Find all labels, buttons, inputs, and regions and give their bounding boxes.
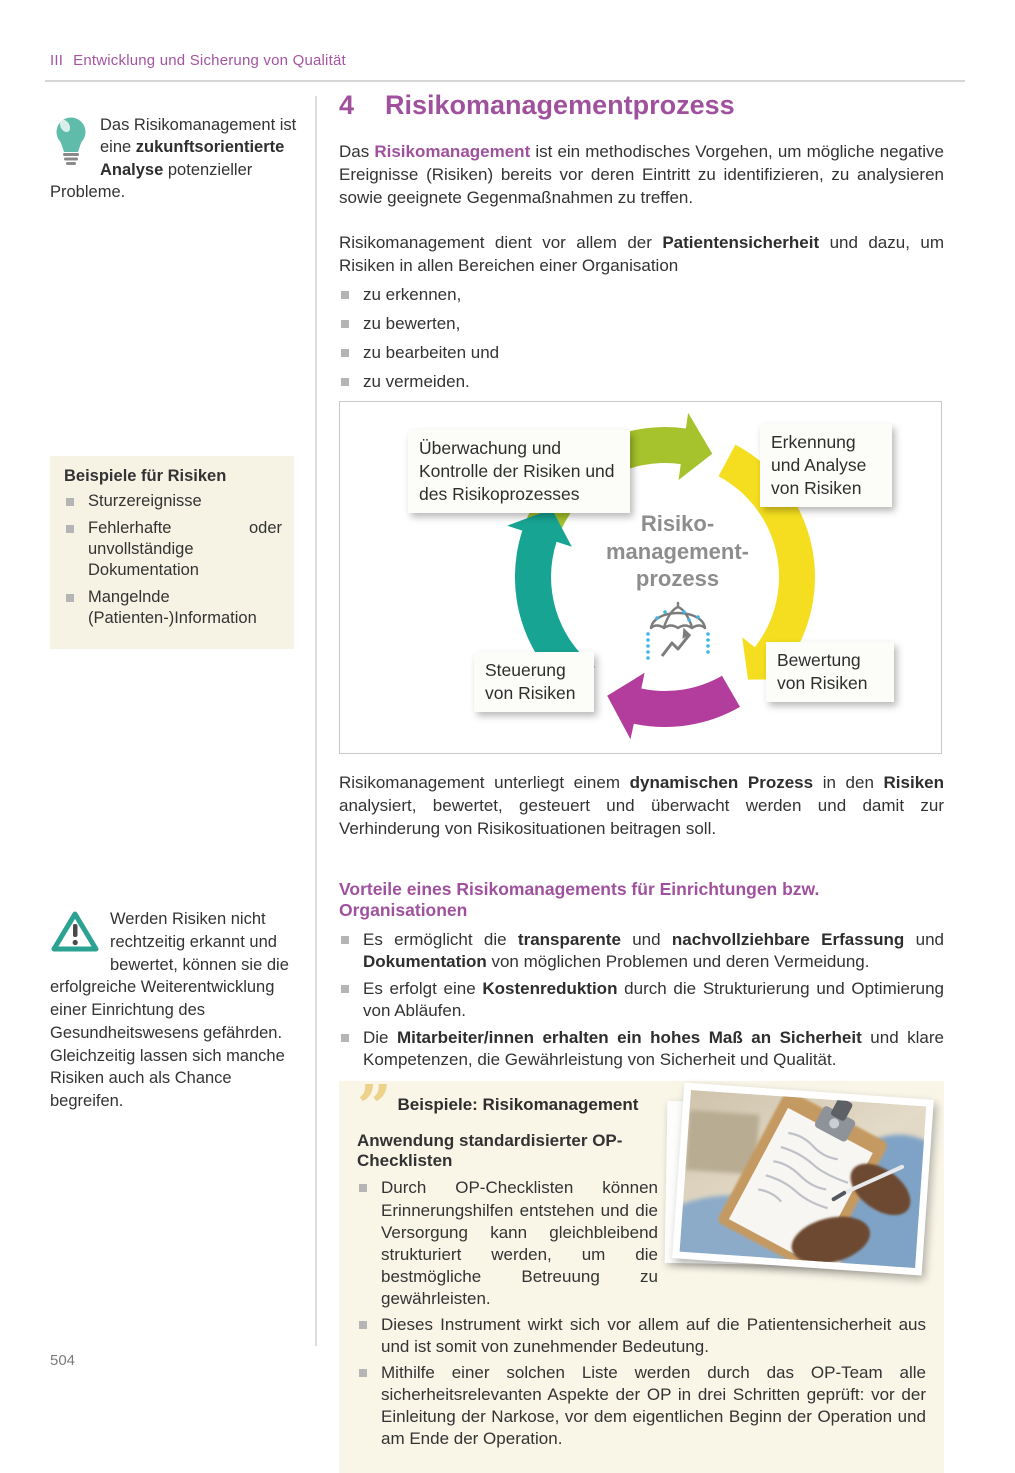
- text-run: und dazu, um Risiken in allen Bereichen einer Organisation: [339, 232, 944, 275]
- risk-examples-box: [50, 456, 294, 649]
- center-line: Risiko-: [640, 511, 715, 537]
- margin-note-tip: [50, 114, 300, 203]
- umbrella-rain-trend-arrow-icon: [640, 598, 716, 664]
- examples-heading: Beispiele: Risikomanagement: [397, 1095, 639, 1115]
- column-divider: [315, 96, 317, 1346]
- chapter-title-text: Risikomanagementprozess: [385, 90, 735, 120]
- double-quote-icon: ”: [357, 1073, 388, 1144]
- text-run: in den: [813, 773, 884, 793]
- header-rule: [45, 80, 965, 82]
- advantages-heading: Vorteile eines Risikomanagements für Einrichtungen bzw. Organisationen: [339, 878, 820, 920]
- text-run: Die: [363, 1028, 398, 1048]
- list-item: Durch OP-Checklisten können Erinnerungshilfen entstehen und die Versorgung kann gleichbleibend strukturiert werden, um die bestmögliche Betreuung zu gewährleisten.: [357, 1177, 926, 1310]
- running-header-title: Entwicklung und Sicherung von Qualität: [73, 52, 346, 69]
- warning-text: Werden Risiken nicht rechtzeitig erkannt und bewertet, können sie die erfolgreiche Weiterentwicklung einer Einrichtung des Gesundheitswesens gefährden. Gleichzeitig lassen sich manche Risiken auch als Chance begreifen.: [50, 910, 289, 1111]
- chapter-number: 4: [339, 90, 355, 120]
- text-run: Risikomanagement unterliegt einem: [339, 773, 630, 793]
- arrow-evaluate: [607, 673, 740, 740]
- examples-box: [339, 1073, 944, 1472]
- keyword: Mitarbeiter/innen erhalten ein hohes Maß an Sicherheit: [397, 1028, 862, 1048]
- list-item: Dieses Instrument wirkt sich vor allem auf die Patientensicherheit aus und ist somit von zunehmender Bedeutung.: [357, 1314, 926, 1358]
- keyword: nachvollziehbare Erfassung: [671, 929, 905, 949]
- center-line: management-: [605, 538, 750, 564]
- list-item: zu bewerten,: [339, 313, 944, 335]
- text-run: durch die Strukturierung und Optimierung von Abläufen.: [363, 979, 944, 1021]
- page-number: 504: [50, 1352, 76, 1369]
- intro-paragraph: [339, 141, 944, 210]
- keyword-patientensicherheit: Patientensicherheit: [662, 232, 820, 252]
- text-run: und: [620, 929, 672, 949]
- center-line: prozess: [635, 566, 720, 592]
- list-item: zu bearbeiten und: [339, 342, 944, 364]
- list-item: zu vermeiden.: [339, 371, 944, 393]
- keyword-dynamischer-prozess: dynamischen Prozess: [629, 773, 814, 793]
- list-item: [339, 978, 944, 1022]
- label-control: Steuerung von Risiken: [474, 652, 594, 712]
- list-item: [339, 929, 944, 973]
- text-run: Es ermöglicht die: [363, 929, 518, 949]
- list-item: Sturzereignisse: [64, 491, 282, 512]
- list-item: Mangelnde (Patienten-)Information: [64, 587, 282, 630]
- label-detect: Erkennung und Analyse von Risiken: [760, 424, 892, 507]
- tip-text-part: potenzieller Probleme.: [50, 160, 253, 201]
- main-column: [339, 90, 944, 1473]
- tip-text-part: Das Risikomanagement ist eine: [100, 116, 297, 157]
- risk-process-diagram: [339, 401, 942, 754]
- running-header: [50, 52, 950, 69]
- risk-examples-title: Beispiele für Risiken: [64, 467, 227, 485]
- text-run: von möglichen Problemen und deren Vermeidung.: [486, 951, 870, 971]
- label-monitor: Überwachung und Kontrolle der Risiken und des Risikoprozesses: [408, 430, 630, 513]
- text-run: und: [904, 929, 944, 949]
- list-item: Fehlerhafte oder unvollständige Dokumentation: [64, 518, 282, 582]
- text-run: Es erfolgt eine: [363, 979, 483, 999]
- purpose-paragraph: [339, 232, 944, 278]
- dynamic-paragraph: [339, 772, 944, 841]
- chapter-title: [339, 90, 944, 121]
- keyword: Kostenreduktion: [482, 979, 618, 999]
- tip-text-bold: zukunftsorientierte Analyse: [100, 138, 285, 179]
- keyword: transparente: [517, 929, 621, 949]
- purpose-list: [339, 284, 944, 393]
- margin-note-warning: [50, 908, 302, 1113]
- examples-list: [357, 1177, 926, 1450]
- chapter-part-number: III: [50, 52, 64, 69]
- text-run: und klare Kompetenzen, die Gewährleistung von Sicherheit und Qualität.: [363, 1028, 944, 1070]
- text-run: ist ein methodisches Vorgehen, um mögliche negative Ereignisse (Risiken) bereits vor deren Eintritt zu identifizieren, zu analysieren sowie geeignete Gegenmaßnahmen zu treffen.: [339, 142, 944, 207]
- text-run: Das: [339, 142, 375, 161]
- examples-subheading: Anwendung standardisierter OP-Checklisten: [357, 1131, 623, 1171]
- advantages-list: [339, 929, 944, 1072]
- list-item: [339, 1027, 944, 1071]
- text-run: Risikomanagement dient vor allem der: [339, 232, 663, 252]
- warning-triangle-icon: [50, 910, 100, 954]
- lightbulb-icon: [52, 116, 90, 168]
- keyword-risikomanagement: Risikomanagement: [374, 142, 531, 161]
- list-item: Mithilfe einer solchen Liste werden durch das OP-Team alle sicherheitsrelevanten Aspekte der OP in drei Schritten geprüft: vor der Einleitung der Narkose, vor dem eigentlichen Beginn der Operation und am Ende der Operation.: [357, 1362, 926, 1450]
- diagram-center-label: [570, 510, 785, 593]
- list-item: zu erkennen,: [339, 284, 944, 306]
- label-evaluate: Bewertung von Risiken: [766, 642, 894, 702]
- risk-examples-list: [64, 491, 282, 630]
- keyword: Dokumentation: [363, 951, 487, 971]
- keyword-risiken: Risiken: [883, 773, 945, 793]
- text-run: analysiert, bewertet, gesteuert und überwacht werden und damit zur Verhinderung von Risikosituationen beitragen soll.: [339, 796, 944, 838]
